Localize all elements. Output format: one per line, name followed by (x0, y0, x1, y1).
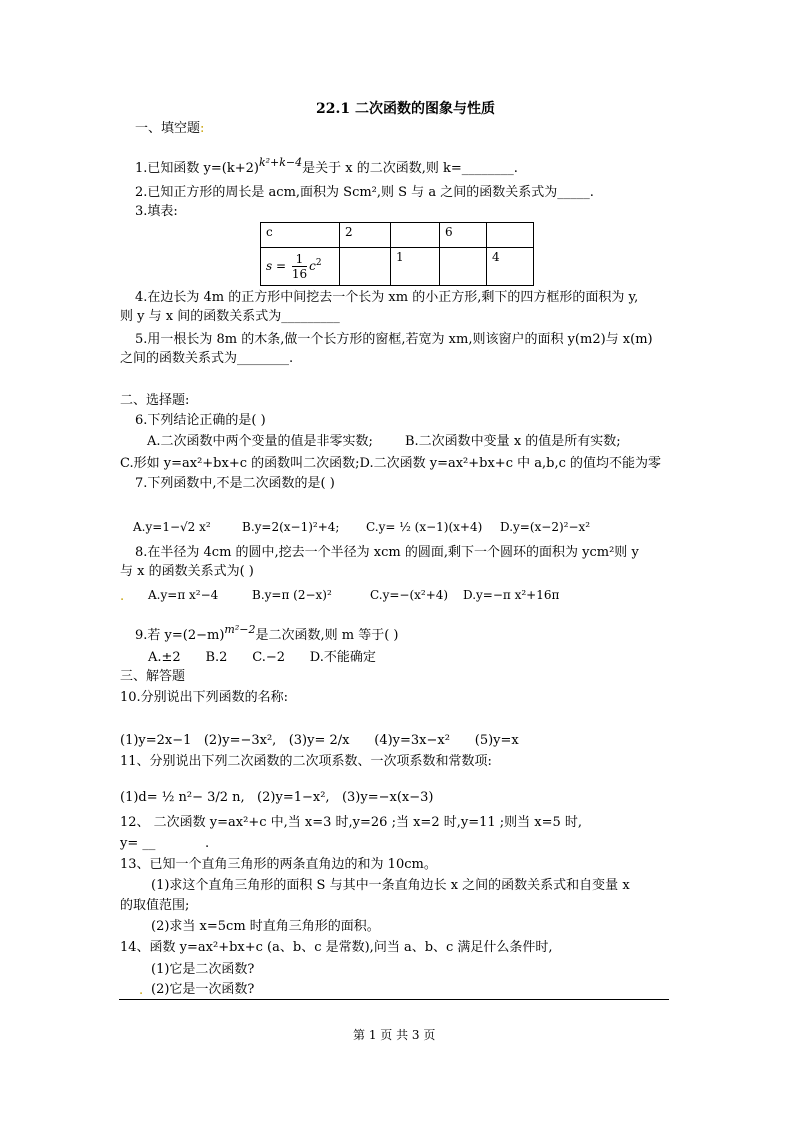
q9-start: 9.若 y=(2−m) (135, 628, 225, 643)
table-cell: 2 (340, 223, 391, 248)
question-11: 11、分别说出下列二次函数的二次项系数、一次项系数和常数项: (120, 754, 492, 769)
question-13-part2: (2)求当 x=5cm 时直角三角形的面积。 (151, 919, 380, 934)
table-cell: 6 (440, 223, 487, 248)
question-7-optC: C.y= ½ (x−1)(x+4) (366, 520, 483, 534)
question-4-line2: 则 y 与 x 间的函数关系式为_________ (120, 309, 340, 324)
section-heading-answer: 三、解答题 (120, 669, 186, 684)
table-cell (340, 248, 391, 286)
question-5-line1: 5.用一根长为 8m 的木条,做一个长方形的窗框,若宽为 xm,则该窗户的面积 y(m2)与 x(m) (135, 332, 653, 347)
page-title: 22.1 二次函数的图象与性质 (316, 101, 495, 117)
table-cell (440, 248, 487, 286)
question-1 (135, 155, 518, 177)
question-12-line1: 12、 二次函数 y=ax²+c 中,当 x=3 时,y=26 ;当 x=2 时,y=11 ;则当 x=5 时, (120, 815, 583, 830)
question-8-optA: A.y=π x²−4 (148, 588, 219, 602)
question-13: 13、已知一个直角三角形的两条直角边的和为 10cm。 (120, 857, 437, 872)
question-14: 14、函数 y=ax²+bx+c (a、b、c 是常数),问当 a、b、c 满足什么条件时, (120, 940, 553, 955)
question-2: 2.已知正方形的周长是 acm,面积为 Scm²,则 S 与 a 之间的函数关系式为_____. (135, 185, 594, 200)
table-row (261, 248, 534, 286)
decor-dot: . (139, 983, 144, 998)
question-12-line2: y= __ . (120, 836, 210, 851)
fill-table (260, 222, 534, 286)
footer-divider (119, 999, 669, 1000)
question-8-optC: C.y=−(x²+4) (370, 588, 449, 602)
question-3: 3.填表: (135, 204, 178, 219)
table-cell: c (261, 223, 340, 248)
question-13-part1-cont: 的取值范围; (120, 898, 190, 913)
question-7-optA: A.y=1−√2 x² (133, 520, 211, 534)
section-fill-colon: : (200, 121, 205, 136)
question-8-optD: D.y=−π x²+16π (463, 588, 560, 602)
section-fill-label: 一、填空题 (135, 121, 201, 136)
question-11-items: (1)d= ½ n²− 3/2 n, (2)y=1−x², (3)y=−x(x−3) (120, 790, 434, 805)
decor-dot: . (120, 589, 125, 604)
table-cell (487, 223, 534, 248)
question-10-items: (1)y=2x−1 (2)y=−3x², (3)y= 2/x (4)y=3x−x² (5)y=x (120, 733, 519, 748)
q1-end: 是关于 x 的二次函数,则 k=________. (302, 161, 518, 176)
question-4-line1: 4.在边长为 4m 的正方形中间挖去一个长为 xm 的小正方形,剩下的四方框形的面积为 y, (135, 290, 639, 305)
question-6: 6.下列结论正确的是( ) (135, 413, 266, 428)
question-9-options: A.±2 B.2 C.−2 D.不能确定 (148, 650, 376, 665)
q9-end: 是二次函数,则 m 等于( ) (255, 628, 399, 643)
question-14-part1: (1)它是二次函数? (151, 962, 255, 977)
table-row (261, 223, 534, 248)
formula-fraction: $\frac{1}{16}$ (291, 252, 308, 281)
question-7: 7.下列函数中,不是二次函数的是( ) (135, 476, 335, 491)
question-13-part1: (1)求这个直角三角形的面积 S 与其中一条直角边长 x 之间的函数关系式和自变量 x (151, 878, 630, 893)
q1-exponent: k²+k−4 (258, 156, 303, 169)
question-8-optB: B.y=π (2−x)² (252, 588, 332, 602)
question-10: 10.分别说出下列函数的名称: (120, 690, 289, 705)
table-cell (391, 223, 440, 248)
question-8-line1: 8.在半径为 4cm 的圆中,挖去一个半径为 xcm 的圆面,剩下一个圆环的面积为 ycm²则 y (135, 545, 639, 560)
question-7-optD: D.y=(x−2)²−x² (500, 520, 591, 534)
table-cell: 4 (487, 248, 534, 286)
question-7-optB: B.y=2(x−1)²+4; (242, 520, 340, 534)
question-6-optB: B.二次函数中变量 x 的值是所有实数; (405, 434, 621, 449)
question-6-optA: A.二次函数中两个变量的值是非零实数; (147, 434, 373, 449)
question-9 (135, 622, 399, 644)
formula-s: s (266, 259, 273, 273)
formula-c: c (309, 259, 316, 273)
question-6-optCD: C.形如 y=ax²+bx+c 的函数叫二次函数;D.二次函数 y=ax²+bx+c 中 a,b,c 的值均不能为零 (120, 456, 661, 471)
q9-exponent: m²−2 (224, 623, 256, 636)
question-5-line2: 之间的函数关系式为________. (120, 351, 294, 366)
table-cell-formula: s = $\frac{1}{16}$ $c^2$ (261, 248, 340, 286)
page-footer: 第 1 页 共 3 页 (353, 1028, 436, 1042)
section-heading-choice: 二、选择题: (120, 393, 190, 408)
question-8-line2: 与 x 的函数关系式为( ) (120, 564, 254, 579)
q1-start: 1.已知函数 y=(k+2) (135, 161, 259, 176)
section-heading-fill (135, 121, 204, 137)
table-cell: 1 (391, 248, 440, 286)
question-14-part2: (2)它是一次函数? (151, 982, 255, 997)
